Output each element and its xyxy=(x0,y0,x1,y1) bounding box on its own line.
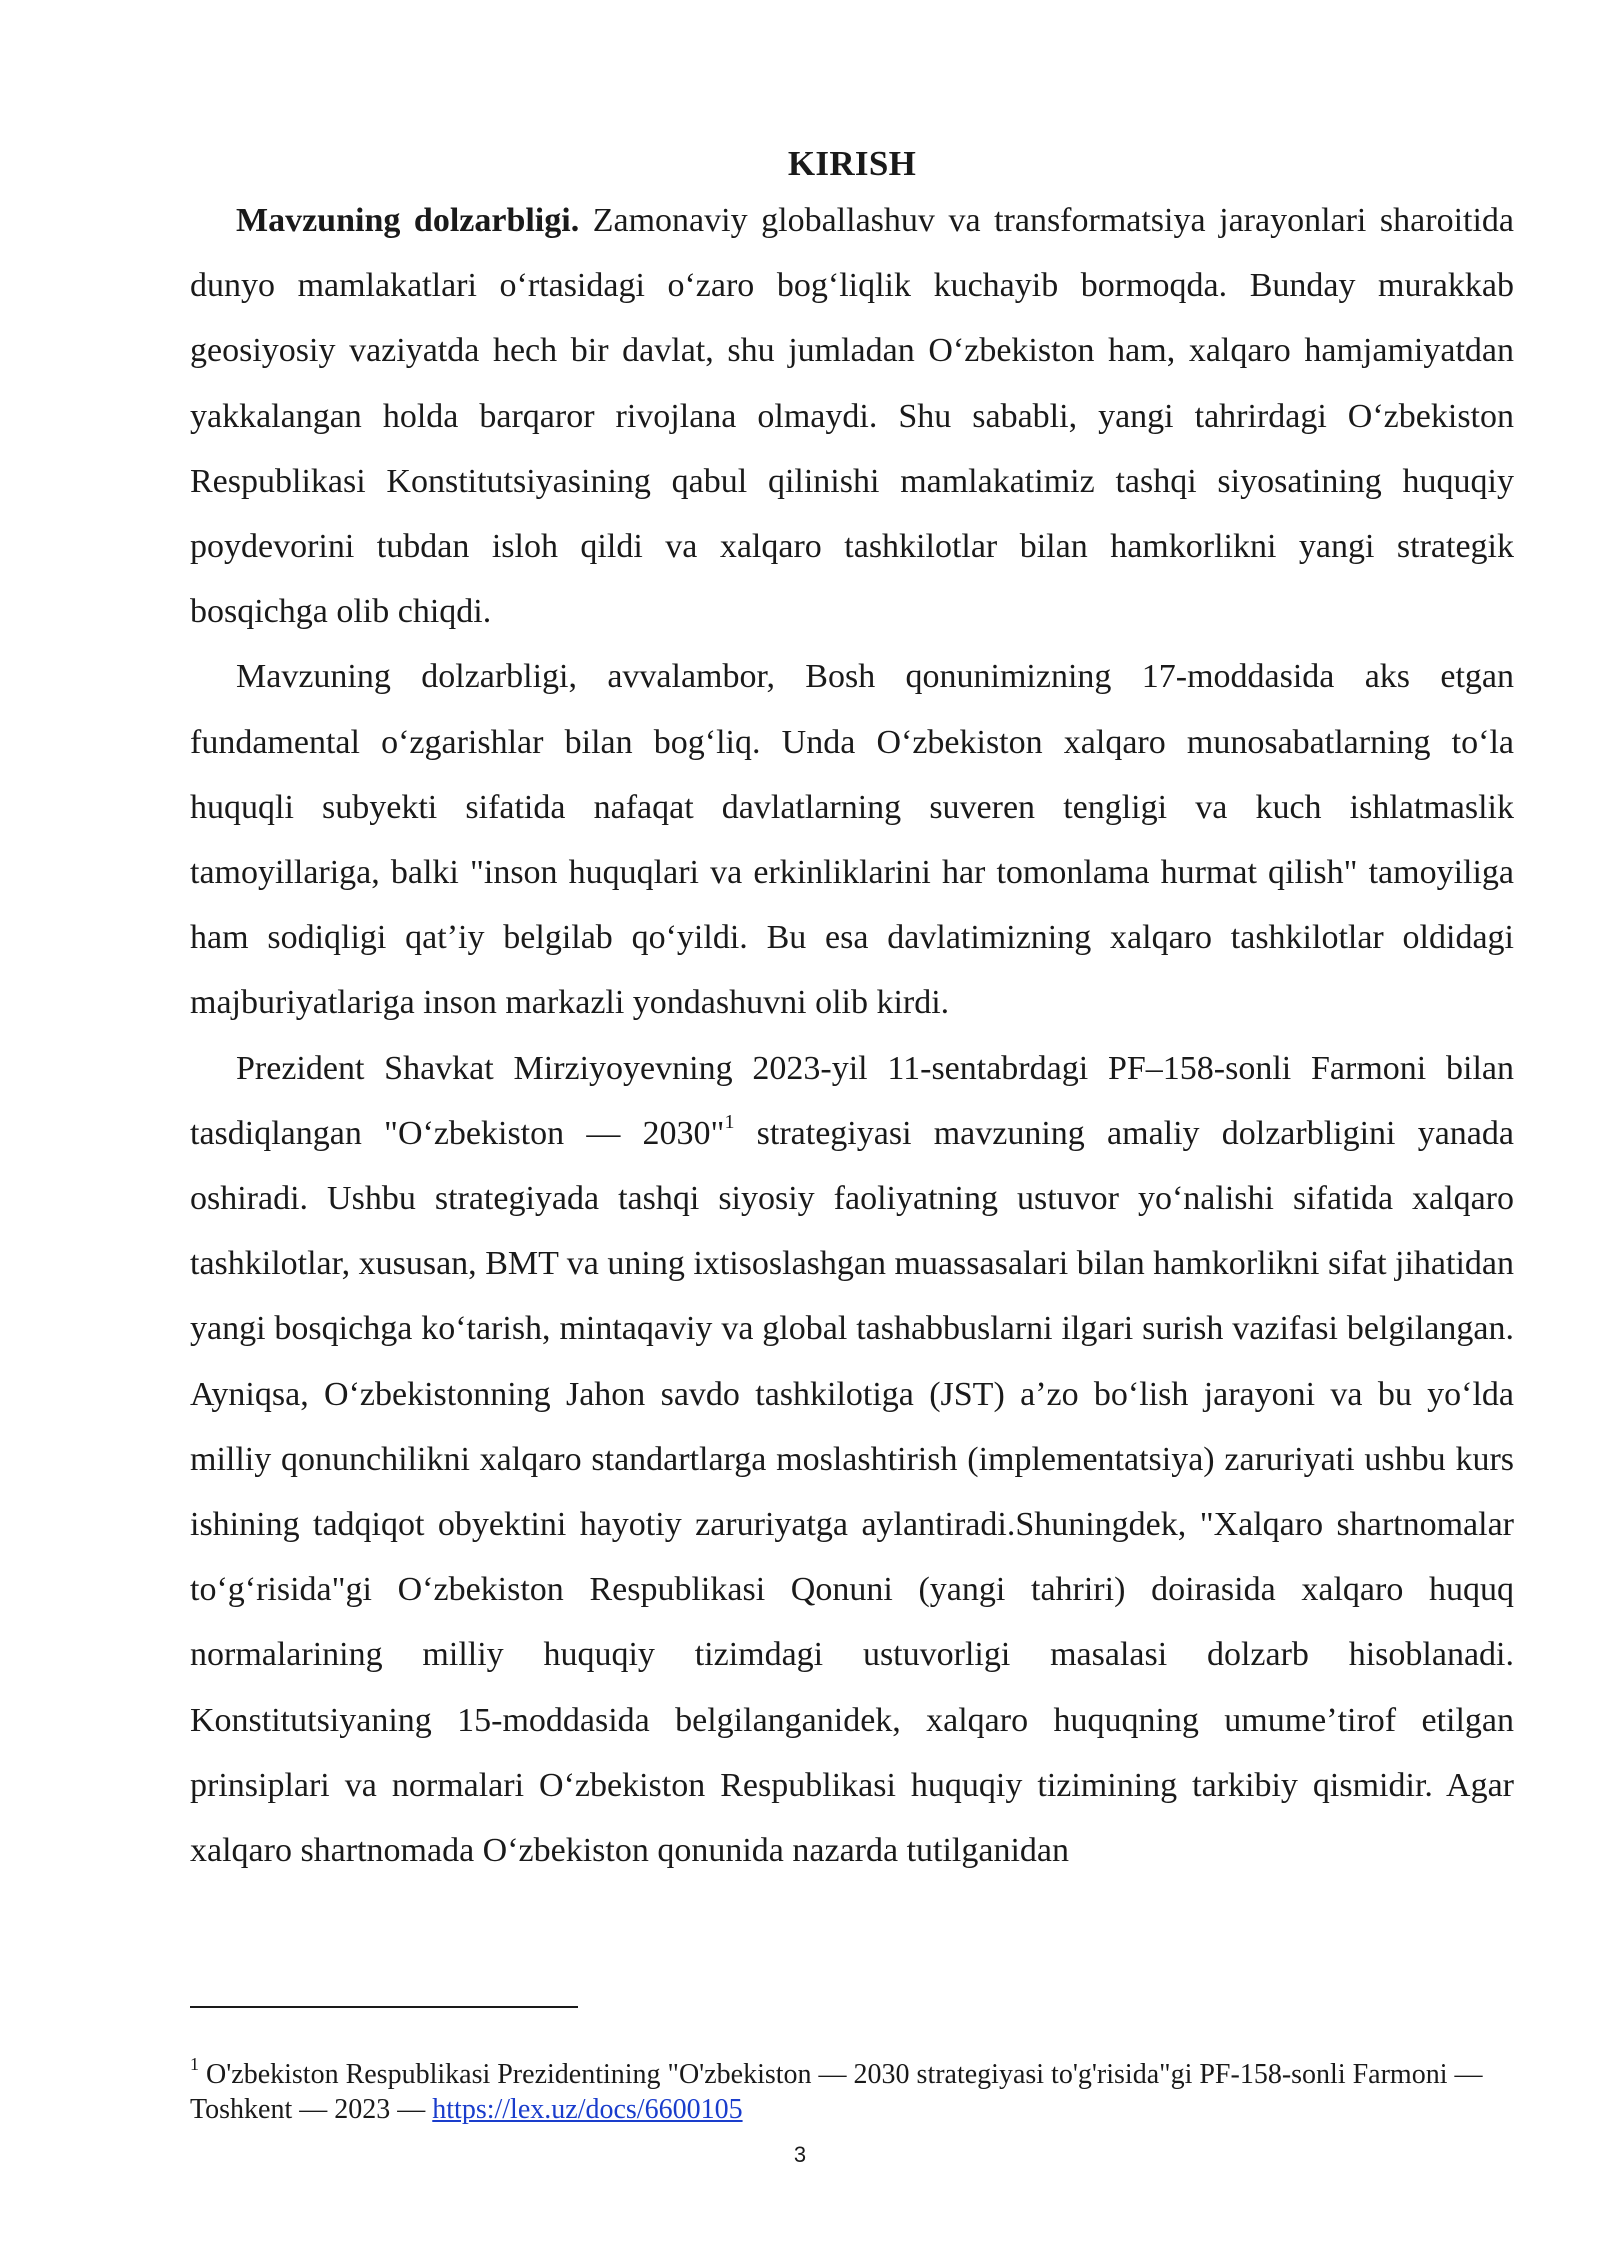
paragraph-lead-bold: Mavzuning dolzarbligi. xyxy=(236,202,580,239)
footnote-mark: 1 xyxy=(190,2053,199,2074)
page-number: 3 xyxy=(793,2142,807,2167)
footnote-text: O'zbekiston Respublikasi Prezidentining "O'zbekiston — 2030 strategiyasi to'g'risida"gi PF-158-sonli Farmoni — Toshkent — 2023 — xyxy=(190,2059,1483,2125)
paragraph-text: strategiyasi mavzuning amaliy dolzarbligini yanada oshiradi. Ushbu strategiyada tashqi siyosiy faoliyatning ustuvor yoʻnalishi sifatida xalqaro tashkilotlar, xususan, BMT va uning ixtisoslashgan muassasalari bilan hamkorlikni sifat jihatidan yangi bosqichga koʻtarish, mintaqaviy va global tashabbuslarni ilgari surish vazifasi belgilangan. Ayniqsa, Oʻzbekistonning Jahon savdo tashkilotiga (JST) aʼzo boʻlish jarayoni va bu yoʻlda milliy qonunchilikni xalqaro standartlarga moslashtirish (implementatsiya) zaruriyati ushbu kurs ishining tadqiqot obyektini hayotiy zaruriyatga aylantiradi.Shuningdek, "Xalqaro shartnomalar toʻgʻrisida"gi Oʻzbekiston Respublikasi Qonuni (yangi tahriri) doirasida xalqaro huquq normalarining milliy huquqiy tizimdagi ustuvorligi masalasi dolzarb hisoblanadi. Konstitutsiyaning 15-moddasida belgilanganidek, xalqaro huquqning umumeʼtirof etilgan prinsiplari va normalari Oʻzbekiston Respublikasi huquqiy tizimining tarkibiy qismidir. Agar xalqaro shartnomada Oʻzbekiston qonunida nazarda tutilganidan xyxy=(190,1114,1514,1870)
section-title: KIRISH xyxy=(787,144,917,183)
footnote-separator xyxy=(190,2006,578,2008)
footnote-link[interactable]: https://lex.uz/docs/6600105 xyxy=(432,2094,743,2125)
document-body xyxy=(190,140,1514,1883)
paragraph-text: Zamonaviy globallashuv va transformatsiya jarayonlari sharoitida dunyo mamlakatlari oʻrtasidagi oʻzaro bogʻliqlik kuchayib bormoqda. Bunday murakkab geosiyosiy vaziyatda hech bir davlat, shu jumladan Oʻzbekiston ham, xalqaro hamjamiyatdan yakkalangan holda barqaror rivojlana olmaydi. Shu sababli, yangi tahrirdagi Oʻzbekiston Respublikasi Konstitutsiyasining qabul qilinishi mamlakatimiz tashqi siyosatining huquqiy poydevorini tubdan isloh qildi va xalqaro tashkilotlar bilan hamkorlikni yangi strategik bosqichga olib chiqdi. xyxy=(190,202,1515,631)
footnote-reference[interactable]: 1 xyxy=(724,1110,735,1133)
paragraph-relevance-intro xyxy=(190,188,1514,644)
paragraph-text: Prezident Shavkat Mirziyoyevning 2023-yil 11-sentabrdagi PF–158-sonli Farmoni bilan tasdiqlangan "Oʻzbekiston — 2030" xyxy=(190,1049,1514,1152)
footnote xyxy=(190,2053,1514,2127)
paragraph-strategy-2030 xyxy=(190,1036,1514,1884)
paragraph-constitution-article17: Mavzuning dolzarbligi, avvalambor, Bosh qonunimizning 17-moddasida aks etgan fundamental oʻzgarishlar bilan bogʻliq. Unda Oʻzbekiston xalqaro munosabatlarning toʻla huquqli subyekti sifatida nafaqat davlatlarning suveren tengligi va kuch ishlatmaslik tamoyillariga, balki "inson huquqlari va erkinliklarini har tomonlama hurmat qilish" tamoyiliga ham sodiqligi qatʼiy belgilab qoʻyildi. Bu esa davlatimizning xalqaro tashkilotlar oldidagi majburiyatlariga inson markazli yondashuvni olib kirdi. xyxy=(190,658,1514,1022)
